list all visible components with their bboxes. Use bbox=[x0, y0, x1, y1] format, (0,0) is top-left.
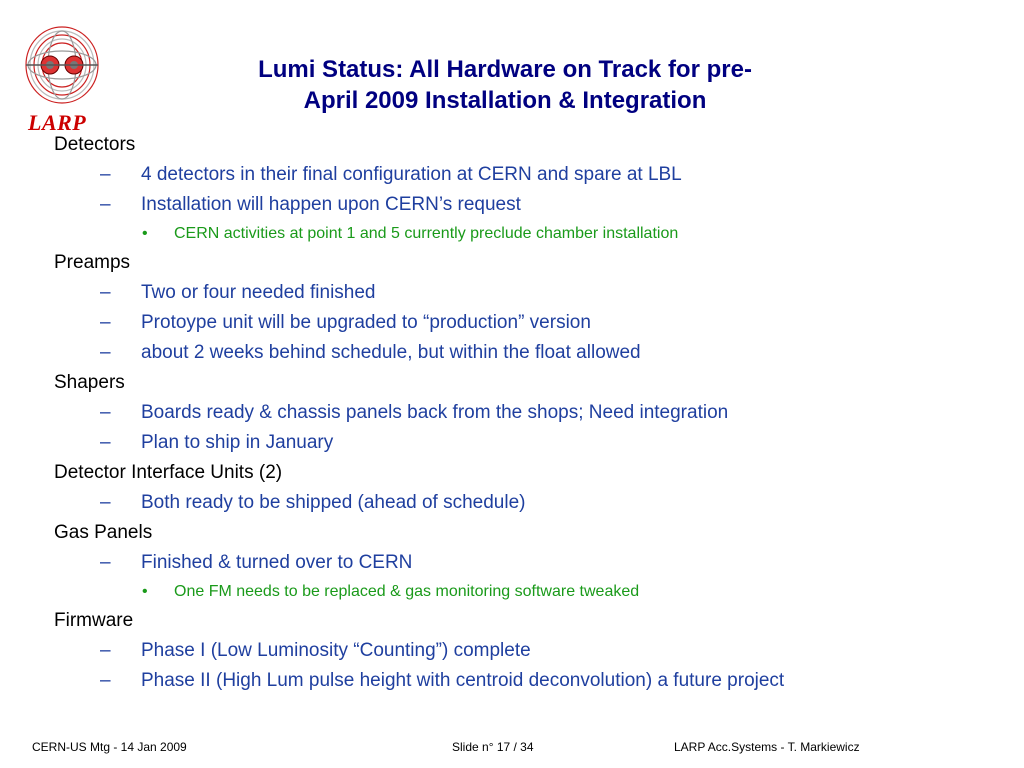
bullet-item bbox=[54, 639, 1004, 669]
dash-marker: – bbox=[100, 640, 111, 661]
bullet-text: about 2 weeks behind schedule, but within the float allowed bbox=[141, 342, 641, 363]
dash-marker: – bbox=[100, 194, 111, 215]
bullet-item bbox=[54, 669, 1004, 699]
bullet-item bbox=[54, 341, 1004, 371]
bullet-text: Protoype unit will be upgraded to “production” version bbox=[141, 312, 591, 333]
dash-marker: – bbox=[100, 164, 111, 185]
bullet-text: Boards ready & chassis panels back from the shops; Need integration bbox=[141, 402, 729, 423]
slide-title-line-2: April 2009 Installation & Integration bbox=[303, 87, 707, 114]
dash-marker: – bbox=[100, 402, 111, 423]
bullet-text: One FM needs to be replaced & gas monitoring software tweaked bbox=[174, 583, 640, 600]
bullet-item bbox=[54, 551, 1004, 581]
dash-marker: – bbox=[100, 432, 111, 453]
section-heading: Preamps bbox=[54, 252, 131, 273]
slide-title bbox=[150, 54, 860, 116]
bullet-text: Phase I (Low Luminosity “Counting”) complete bbox=[141, 640, 531, 661]
dash-marker: – bbox=[100, 552, 111, 573]
section-heading: Detectors bbox=[54, 134, 136, 155]
larp-lhc-logo-icon bbox=[22, 22, 102, 108]
bullet-text: Installation will happen upon CERN’s request bbox=[141, 194, 521, 215]
bullet-text: Phase II (High Lum pulse height with centroid deconvolution) a future project bbox=[141, 670, 785, 691]
dash-marker: – bbox=[100, 670, 111, 691]
dash-marker: – bbox=[100, 312, 111, 333]
bullet-text: 4 detectors in their final configuration at CERN and spare at LBL bbox=[141, 164, 682, 185]
bullet-text: Two or four needed finished bbox=[141, 282, 376, 303]
dot-marker: • bbox=[142, 225, 148, 242]
footer-meeting: CERN-US Mtg - 14 Jan 2009 bbox=[32, 740, 187, 754]
sub-bullet-item bbox=[54, 581, 1004, 609]
dot-marker: • bbox=[142, 583, 148, 600]
bullet-item bbox=[54, 491, 1004, 521]
larp-logo bbox=[22, 22, 108, 134]
bullet-text: CERN activities at point 1 and 5 currently preclude chamber installation bbox=[174, 225, 679, 242]
bullet-text: Finished & turned over to CERN bbox=[141, 552, 413, 573]
section-heading: Firmware bbox=[54, 610, 134, 631]
sub-bullet-item bbox=[54, 223, 1004, 251]
bullet-item bbox=[54, 281, 1004, 311]
bullet-item bbox=[54, 163, 1004, 193]
section-heading: Shapers bbox=[54, 372, 125, 393]
slide-title-line-1: Lumi Status: All Hardware on Track for pre- bbox=[258, 56, 752, 83]
slide-body bbox=[54, 133, 1004, 699]
footer-author: LARP Acc.Systems - T. Markiewicz bbox=[674, 740, 860, 754]
bullet-text: Plan to ship in January bbox=[141, 432, 334, 453]
section-heading: Detector Interface Units (2) bbox=[54, 462, 283, 483]
bullet-item bbox=[54, 193, 1004, 223]
larp-logo-text: LARP bbox=[28, 110, 87, 135]
section-heading: Gas Panels bbox=[54, 522, 153, 543]
footer-slide-number: Slide n° 17 / 34 bbox=[452, 740, 534, 754]
bullet-item bbox=[54, 311, 1004, 341]
bullet-item bbox=[54, 401, 1004, 431]
bullet-item bbox=[54, 431, 1004, 461]
dash-marker: – bbox=[100, 342, 111, 363]
dash-marker: – bbox=[100, 282, 111, 303]
dash-marker: – bbox=[100, 492, 111, 513]
bullet-text: Both ready to be shipped (ahead of schedule) bbox=[141, 492, 526, 513]
